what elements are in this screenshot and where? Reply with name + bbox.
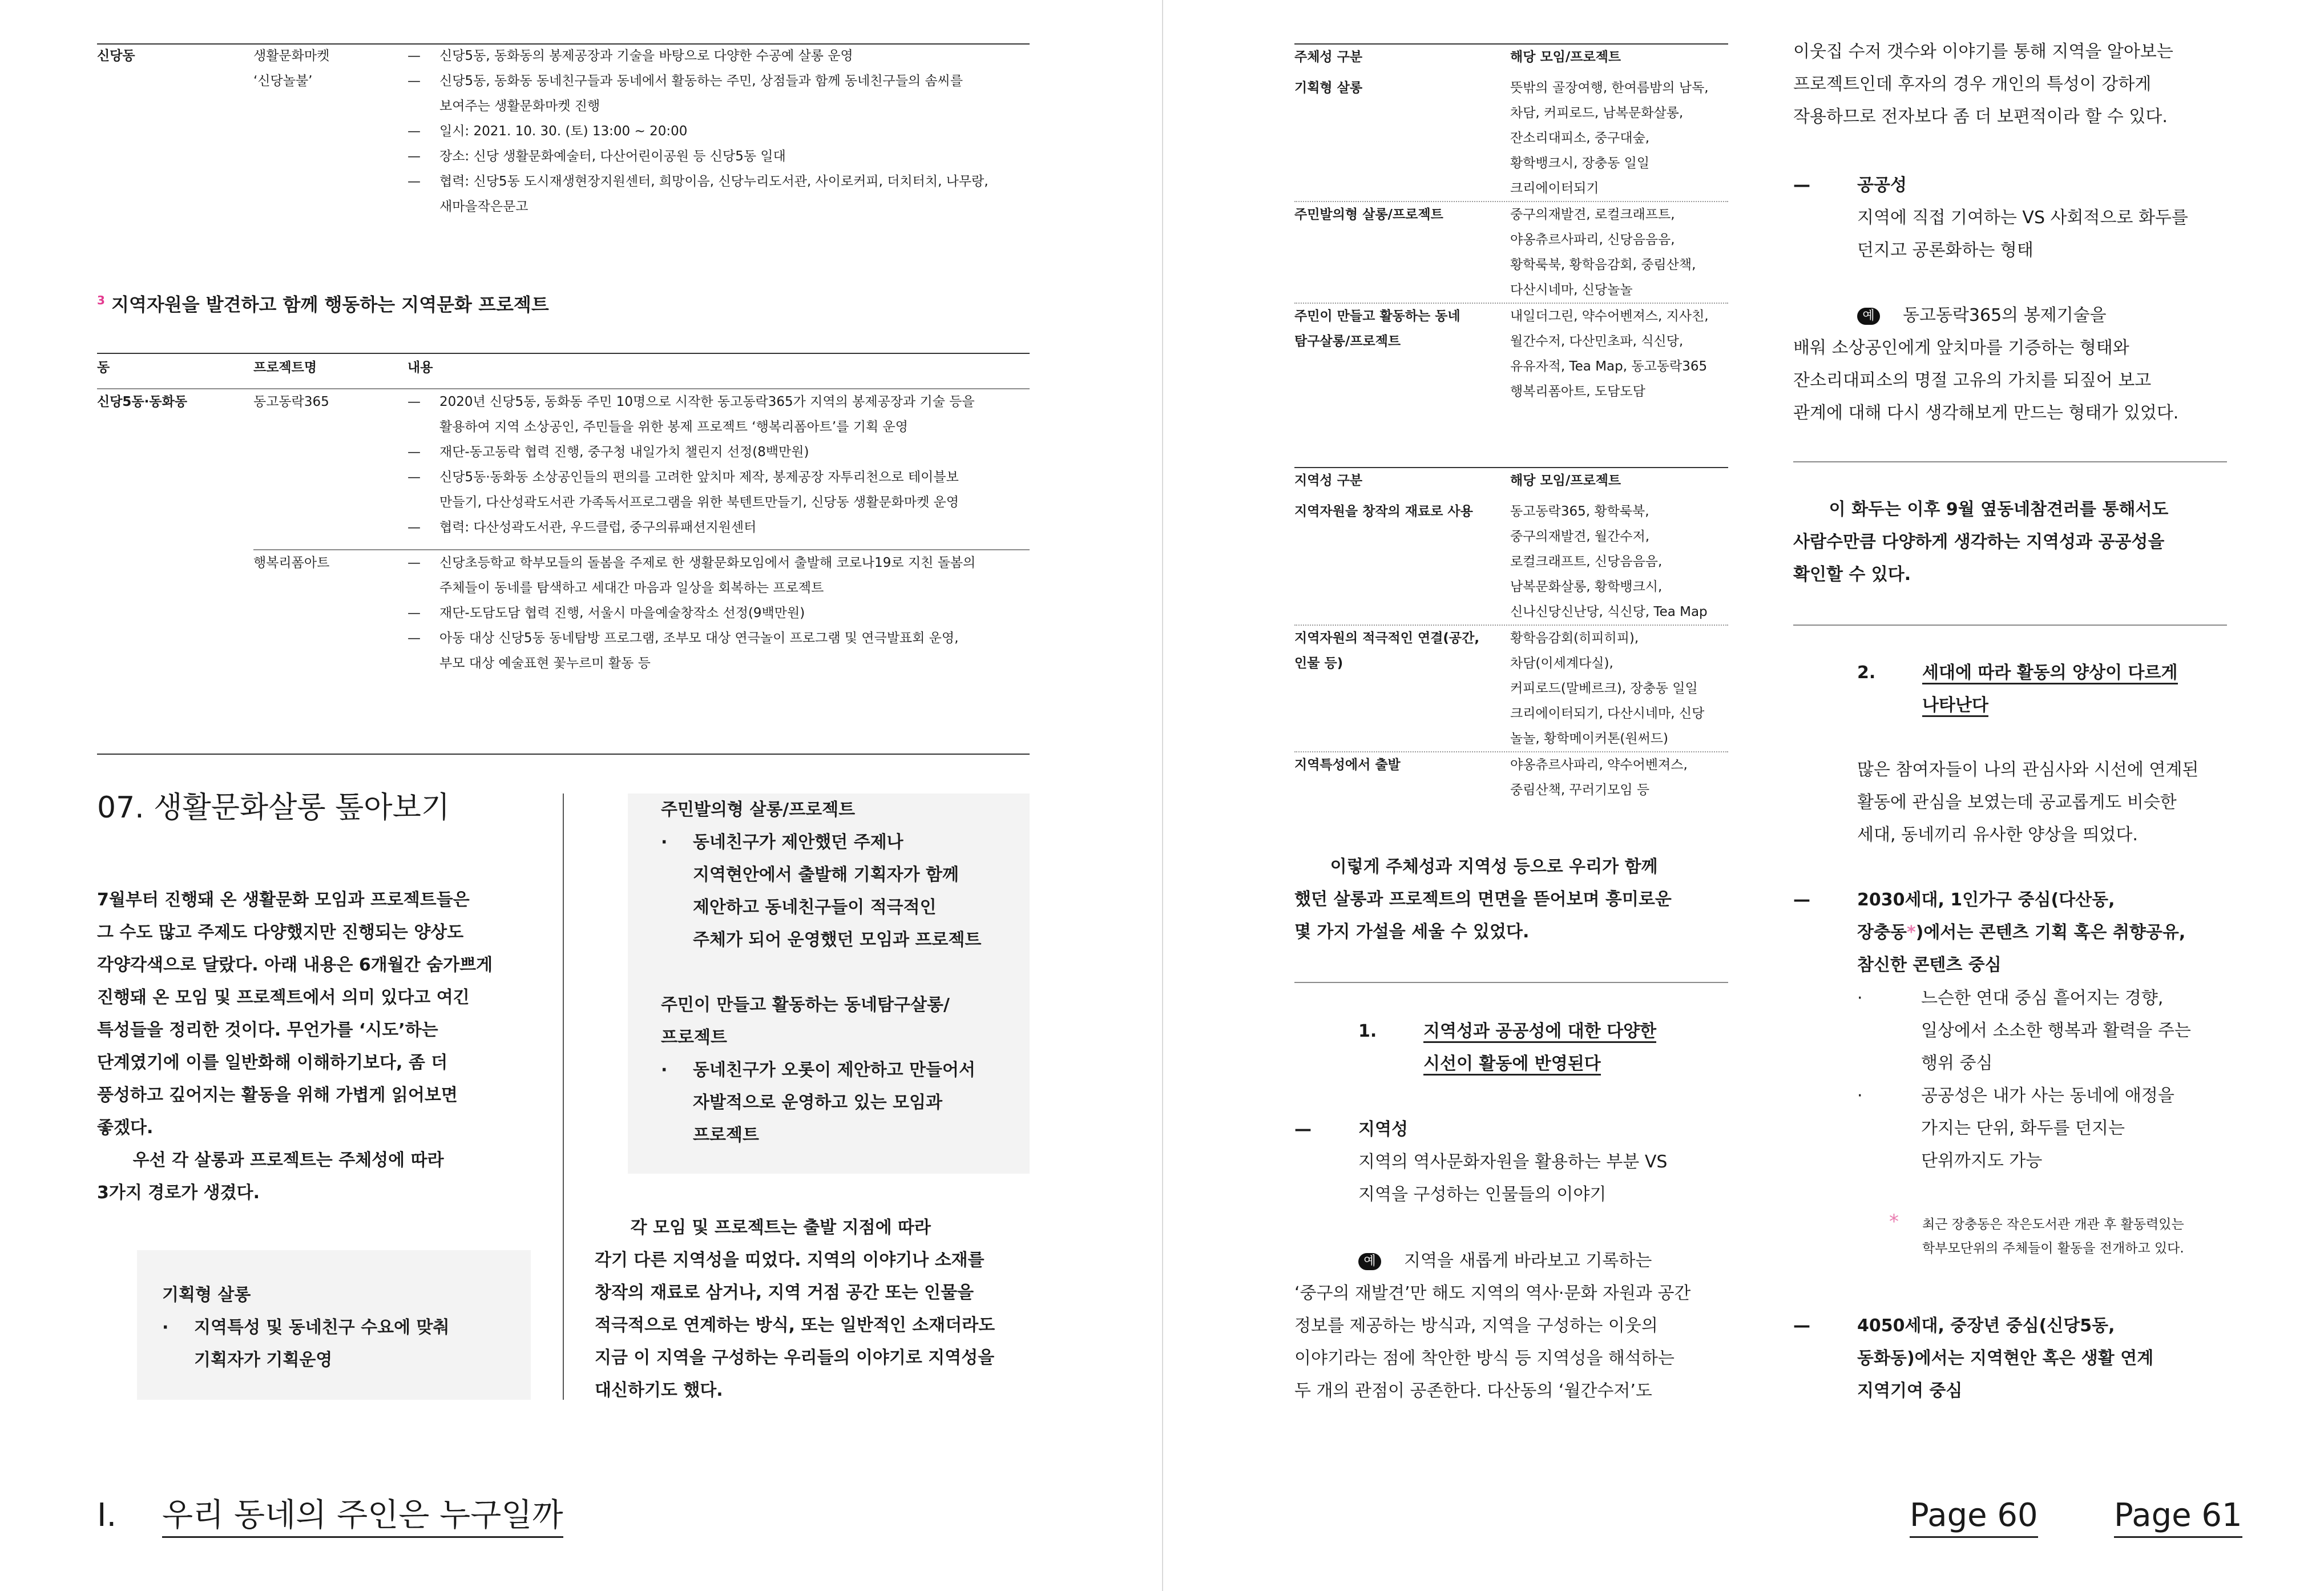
footer-part-number: I. [97,1497,117,1534]
dash-item [407,169,1030,219]
dash-item-line: 장소: 신당 생활문화예술터, 다산어린이공원 등 신당5동 일대 [439,149,786,164]
footnote-star: * [1889,1210,1899,1233]
dash-marker: — [407,555,421,570]
example-badge: 예 [1358,1253,1381,1270]
text-line: 진행돼 온 모임 및 프로젝트에서 의미 있다고 여긴 [97,988,470,1008]
text-line: 각양각색으로 달랐다. 아래 내용은 6개월간 숨가쁘게 [97,955,493,975]
col-header-region: 지역성 구분 [1294,473,1363,488]
gen-2030-bullets [1857,982,2257,1177]
dash-marker: — [407,631,421,646]
dash-item [407,440,1030,465]
dash-marker: — [1294,1119,1312,1139]
dash-item-line: 2020년 신당5동, 동화동 주민 10명으로 시작한 동고동락365가 지역의 봉제공장과 기술 등을 [439,394,975,409]
dash-item-line: 아동 대상 신당5동 동네탐방 프로그램, 조부모 대상 연극놀이 프로그램 및 연극발표회 운영, [439,631,959,646]
box-bullet: · 동네친구가 오롯이 제안하고 만들어서 자발적으로 운영하고 있는 모임과 프로젝트 [661,1060,976,1145]
dash-marker: — [407,445,421,460]
bullet-item: · 느슨한 연대 중심 흩어지는 경향, 일상에서 소소한 행복과 활력을 주는 행위 중심 [1857,988,2191,1073]
dash-marker: — [407,74,421,88]
dash-item [407,43,1030,69]
gen-4050-block: 4050세대, 중장년 중심(신당5동, 동화동)에서는 지역현안 혹은 생활 연계 지역기여 중심 [1857,1316,2154,1401]
dash-marker: — [407,49,421,63]
project-items [407,550,1030,676]
dash-item-line: 협력: 다산성곽도서관, 우드클럽, 중구의류패션지원센터 [439,520,757,535]
text-line: 7월부터 진행돼 온 생활문화 모임과 프로젝트들은 [97,890,470,910]
dash-marker: — [1793,175,1810,195]
text-line: 풍성하고 깊어지는 활동을 위해 가볍게 읽어보면 [97,1085,458,1105]
row-projects: 야옹츄르사파리, 약수어벤져스, 중림산책, 꾸러기모임 등 [1510,758,1688,797]
dash-item-line: 활용하여 지역 소상공인, 주민들을 위한 봉제 프로젝트 ‘행복리폼아트’를 기획 운영 [439,420,908,434]
bullet-item: · 공공성은 내가 사는 동네에 애정을 가지는 단위, 화두를 던지는 단위까지도 가능 [1857,1086,2174,1171]
row-category: 지역자원의 적극적인 연결(공간, 인물 등) [1294,631,1480,671]
dash-item [407,69,1030,119]
table-row [1294,751,1728,803]
page-number-right: Page 61 [2114,1496,2242,1536]
text-line: 그 수도 많고 주제도 다양했지만 진행되는 양상도 [97,923,464,942]
box-title: 주민발의형 살롱/프로젝트 [661,800,856,820]
point2-title: 세대에 따라 활동의 양상이 다르게 나타난다 [1922,656,2178,722]
text-line: 대신하기도 했다. [595,1380,723,1400]
divider [1294,982,1728,983]
path-box-planned [137,1250,531,1400]
table-header-rule [97,353,1030,354]
row-projects: 동고동락365, 황학룩북, 중구의재발견, 월간수저, 로컬크래프트, 신당음음음, 남복문화살롱, 황학뱅크시, 신나신당신난당, 식신당, Tea Map [1510,504,1708,619]
table-row [1294,201,1728,303]
text-line: 3가지 경로가 생겼다. [97,1183,260,1203]
dash-marker: — [407,520,421,535]
dash-item-line: 신당5동, 동화동의 봉제공장과 기술을 바탕으로 다양한 수공예 살롱 운영 [439,49,853,63]
dash-marker: — [407,174,421,189]
row-projects: 내일더그린, 약수어벤져스, 지사친, 월간수저, 다산민초파, 식신당, 유유자적, Tea Map, 동고동락365 행복리폼아트, 도담도담 [1510,309,1709,399]
dash-item-line: 만들기, 다산성곽도서관 가족독서프로그램을 위한 북텐트만들기, 신당동 생활문화마켓 운영 [439,495,959,510]
box-bullet: · 동네친구가 제안했던 주제나 지역현안에서 출발해 기획자가 함께 제안하고 동네친구들이 적극적인 주체가 되어 운영했던 모임과 프로젝트 [661,832,982,950]
row-category: 지역자원을 창작의 재료로 사용 [1294,504,1473,519]
col-header-projects: 해당 모임/프로젝트 [1510,50,1621,65]
dash-item-line: 협력: 신당5동 도시재생현장지원센터, 희망이음, 신당누리도서관, 사이로커피, 더치터치, 나무랑, [439,174,988,189]
text-line: 우선 각 살롱과 프로젝트는 주체성에 따라 [97,1150,444,1170]
dash-item-line: 일시: 2021. 10. 30. (토) 13:00 ~ 20:00 [439,124,688,139]
highlight-paragraph: 이 화두는 이후 9월 옆동네참견러를 통해서도 사람수만큼 다양하게 생각하는 지역성과 공공성을 확인할 수 있다. [1793,500,2169,585]
hypothesis-intro [1294,851,1740,948]
dash-marker: — [1793,890,1810,910]
chapter-intro-paragraph [97,884,542,1209]
table1-area: 신당동 [97,49,135,63]
dash-item-line: 부모 대상 예술표현 꽃누르미 활동 등 [439,656,651,671]
box-title: 기획형 살롱 [162,1285,251,1305]
region-table [1294,499,1728,803]
dash-item-line: 재단-도담도담 협력 진행, 서울시 마을예술창작소 선정(9백만원) [439,606,805,621]
text-line: 했던 살롱과 프로젝트의 면면을 뜯어보며 흥미로운 [1294,889,1672,909]
publicness-block: 공공성 지역에 직접 기여하는 VS 사회적으로 화두를 던지고 공론화하는 형태 [1857,175,2188,260]
text-line: 이렇게 주체성과 지역성 등으로 우리가 함께 [1294,857,1658,877]
table-row [1294,303,1728,404]
text-line: 좋겠다. [97,1118,154,1138]
row-category: 지역특성에서 출발 [1294,758,1401,772]
row-category: 기획형 살롱 [1294,80,1363,95]
point2-body: 많은 참여자들이 나의 관심사와 시선에 연계된 활동에 관심을 보였는데 공교롭게도 비슷한 세대, 동네끼리 유사한 양상을 띄었다. [1857,760,2199,845]
text-line: 지금 이 지역을 구성하는 우리들의 이야기로 지역성을 [595,1348,995,1368]
dash-marker: — [407,124,421,139]
project-name: 동고동락365 [253,394,329,409]
spread-divider [1162,0,1163,1591]
point1-number: 1. [1358,1021,1377,1041]
table1-name: 생활문화마켓 ‘신당놀불’ [253,49,330,88]
dash-item [407,144,1030,169]
project-name: 행복리폼아트 [253,555,330,570]
dash-item-line: 신당초등학교 학부모들의 돌봄을 주제로 한 생활문화모임에서 출발해 코로나19로 지친 돌봄의 [439,555,976,570]
text-line: 적극적으로 연계하는 방식, 또는 일반적인 소재더라도 [595,1315,995,1335]
dash-marker: — [407,394,421,409]
col4-intro: 이웃집 수저 갯수와 이야기를 통해 지역을 알아보는 프로젝트인데 후자의 경우 개인의 특성이 강하게 작용하므로 전자보다 좀 더 보편적이라 할 수 있다. [1793,42,2173,127]
table2-area: 신당5동·동화동 [97,394,188,409]
project-items [407,389,1030,540]
gen-2030-block: 2030세대, 1인가구 중심(다산동, 장충동*)에서는 콘텐츠 기획 혹은 취향공유, 참신한 콘텐츠 중심 [1857,890,2186,975]
section-number-badge: 3 [97,293,105,307]
row-projects: 황학음감회(히피히피), 차담(이세계다실), 커피로드(말베르크), 장충동 일일 크리에이터되기, 다산시네마, 신당 놀놀, 황학메이커톤(원써드) [1510,631,1705,746]
dash-item [407,626,1030,676]
section3-title: $^3$ 지역자원을 발견하고 함께 행동하는 지역문화 프로젝트 [97,293,549,316]
dash-item [407,601,1030,626]
dash-item [407,515,1030,540]
row-category: 주민이 만들고 활동하는 동네 탐구살롱/프로젝트 [1294,309,1460,349]
row-projects: 뜻밖의 골장여행, 한여름밤의 남독, 차담, 커피로드, 남복문화살롱, 잔소리대피소, 중구대숲, 황학뱅크시, 장충동 일일 크리에이터되기 [1510,80,1709,196]
footnote: 최근 장충동은 작은도서관 개관 후 활동력있는 학부모단위의 주체들이 활동을 전개하고 있다. [1922,1217,2184,1256]
example-badge: 예 [1857,308,1880,325]
table-row [1294,625,1728,751]
box-title: 주민이 만들고 활동하는 동네탐구살롱/ 프로젝트 [661,995,950,1048]
subject-table [1294,75,1728,404]
col-header-projects: 해당 모임/프로젝트 [1510,473,1621,488]
text-line: 각 모임 및 프로젝트는 출발 지점에 따라 [595,1218,931,1238]
row-category: 주민발의형 살롱/프로젝트 [1294,207,1443,222]
text-line: 각기 다른 지역성을 띠었다. 지역의 이야기나 소재를 [595,1250,985,1270]
column-divider [563,794,564,1400]
text-line: 몇 가지 가설을 세울 수 있었다. [1294,922,1530,942]
text-line: 단계였기에 이를 일반화해 이해하기보다, 좀 더 [97,1053,448,1073]
dash-marker: — [407,149,421,164]
footnote-star: * [1906,923,1916,942]
dash-item-line: 신당5동·동화동 소상공인들의 편의를 고려한 앞치마 제작, 봉제공장 자투리천으로 테이블보 [439,470,959,485]
footer-part-title: 우리 동네의 주인은 누구일까 [162,1496,563,1536]
dash-item-line: 신당5동, 동화동 동네친구들과 동네에서 활동하는 주민, 상점들과 함께 동네친구들의 솜씨를 [439,74,963,88]
page-number-left: Page 60 [1910,1496,2038,1536]
dash-item [407,550,1030,601]
table1-items [407,43,1030,219]
regionality-example: 예 지역을 새롭게 바라보고 기록하는 ‘중구의 재발견’만 해도 지역의 역사·문화 자원과 공간 정보를 제공하는 방식과, 지역을 구성하는 이웃의 이야기라는 점에 착안한 방식 등 지역성을 해석하는 두 개의 관점이 공존한다. 다산동의 ‘월간수저’도 [1294,1251,1691,1401]
chapter-title: 07. 생활문화살롱 톺아보기 [97,791,450,825]
col-header-name: 프로젝트명 [253,360,317,375]
table-row [1294,75,1728,201]
box-bullet: · 지역특성 및 동네친구 수요에 맞춰 기획자가 기획운영 [162,1318,450,1370]
dash-item-line: 보여주는 생활문화마켓 진행 [439,99,600,114]
dash-marker: — [407,470,421,485]
dash-item-line: 새마을작은문고 [439,199,528,214]
dash-marker: — [407,606,421,621]
table-row [1294,499,1728,625]
path-box-resident [628,794,1030,1174]
regionality-block: 지역성 지역의 역사문화자원을 활용하는 부분 VS 지역을 구성하는 인물들의 이야기 [1358,1119,1668,1205]
dash-marker: — [1793,1316,1810,1336]
col-header-subject: 주체성 구분 [1294,50,1363,65]
dash-item [407,465,1030,515]
dash-item [407,119,1030,144]
col-header-content: 내용 [407,360,433,375]
dash-item [407,389,1030,440]
text-line: 특성들을 정리한 것이다. 무언가를 ‘시도’하는 [97,1020,438,1040]
col-header-area: 동 [97,360,110,375]
table-bottom-rule [97,754,1030,755]
publicness-example: 예 동고동락365의 봉제기술을 배워 소상공인에게 앞치마를 기증하는 형태와 잔소리대피소의 명절 고유의 가치를 되짚어 보고 관계에 대해 다시 생각해보게 만드는 형태가 있었다. [1793,305,2179,423]
dash-item-line: 주체들이 동네를 탐색하고 세대간 마음과 일상을 회복하는 프로젝트 [439,581,824,595]
point2-number: 2. [1857,663,1876,683]
dash-item-line: 재단-동고동락 협력 진행, 중구청 내일가치 챌린지 선정(8백만원) [439,445,809,460]
row-projects: 중구의재발견, 로컬크래프트, 야옹츄르사파리, 신당음음음, 황학룩북, 황학음감회, 중림산책, 다산시네마, 신당놀놀 [1510,207,1696,297]
divider [1793,625,2227,626]
divider [1793,461,2227,462]
text-line: 창작의 재료로 삼거나, 지역 거점 공간 또는 인물을 [595,1283,974,1303]
point1-title: 지역성과 공공성에 대한 다양한 시선이 활동에 반영된다 [1423,1015,1656,1080]
chapter-regionality-paragraph [595,1211,1040,1407]
